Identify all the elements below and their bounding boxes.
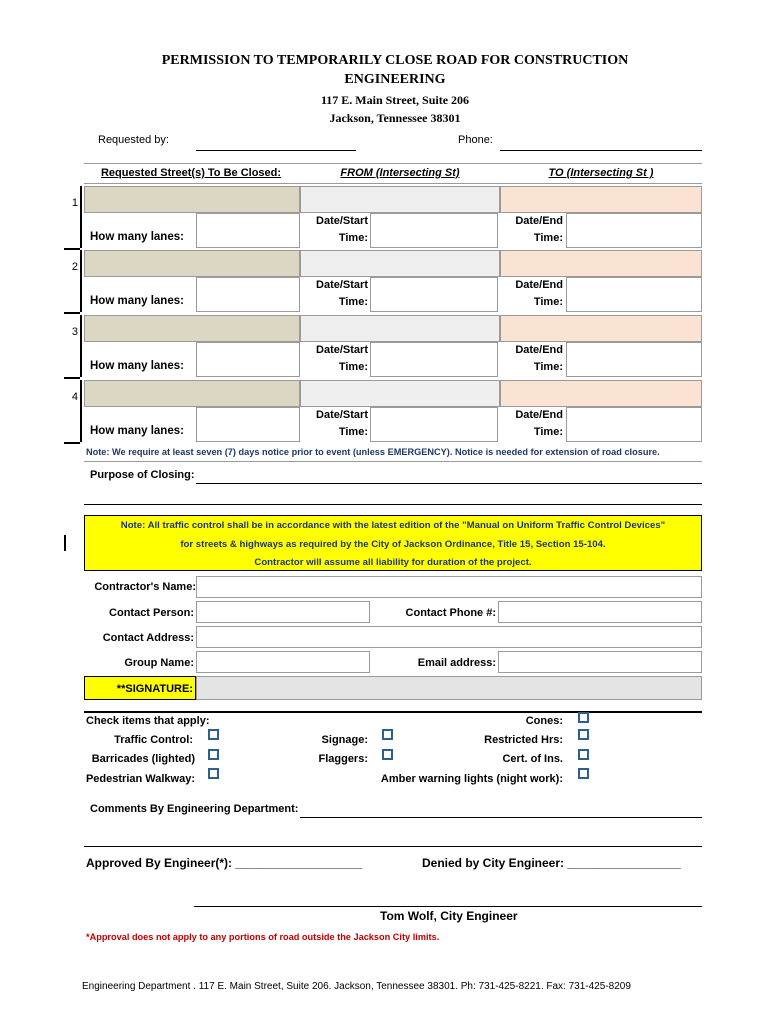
start-datetime-field[interactable]	[370, 407, 498, 442]
to-street-field[interactable]	[500, 315, 702, 342]
address-line1: 117 E. Main Street, Suite 206	[320, 93, 470, 107]
row-number: 3	[71, 326, 78, 338]
footer-text: Engineering Department . 117 E. Main Street, Suite 206. Jackson, Tennessee 38301. Ph: 731-425-8221. Fax: 731-425-8209	[82, 981, 631, 992]
lanes-field[interactable]	[196, 277, 300, 312]
to-street-field[interactable]	[500, 250, 702, 277]
cert-ins-checkbox[interactable]	[578, 749, 589, 760]
purpose-line-1[interactable]	[196, 483, 702, 484]
street-field[interactable]	[84, 250, 300, 277]
from-street-field[interactable]	[300, 186, 500, 213]
lanes-field[interactable]	[196, 213, 300, 248]
row-number: 2	[71, 261, 78, 273]
comments-label: Comments By Engineering Department:	[90, 803, 299, 815]
traffic-control-checkbox[interactable]	[208, 729, 219, 740]
end-time-label: Time:	[533, 232, 563, 244]
end-date-label: Date/End	[515, 344, 563, 356]
row-separator	[64, 312, 80, 314]
barricades-checkbox[interactable]	[208, 749, 219, 760]
traffic-note-line2: for streets & highways as required by the City of Jackson Ordinance, Title 15, Section 15-104.	[180, 539, 606, 550]
lanes-field[interactable]	[196, 407, 300, 442]
start-time-label: Time:	[338, 232, 368, 244]
lanes-field[interactable]	[196, 342, 300, 377]
from-street-field[interactable]	[300, 250, 500, 277]
denied-by-label: Denied by City Engineer: _________________	[422, 856, 681, 870]
email-label: Email address:	[417, 657, 496, 669]
lanes-label: How many lanes:	[90, 231, 184, 243]
purpose-label: Purpose of Closing:	[90, 469, 195, 481]
comments-line-1[interactable]	[300, 817, 702, 818]
traffic-control-label: Traffic Control:	[114, 734, 193, 746]
contact-address-field[interactable]	[196, 626, 702, 648]
row-separator	[64, 377, 80, 379]
start-date-label: Date/Start	[316, 279, 368, 291]
approved-by-label: Approved By Engineer(*): ___________________	[86, 856, 363, 870]
row-side-bar	[80, 380, 82, 442]
to-street-field[interactable]	[500, 186, 702, 213]
requested-by-field[interactable]	[196, 135, 356, 151]
start-time-label: Time:	[338, 426, 368, 438]
end-datetime-field[interactable]	[566, 213, 702, 248]
traffic-note-box	[84, 515, 702, 571]
start-time-label: Time:	[338, 296, 368, 308]
form-title-line1: PERMISSION TO TEMPORARILY CLOSE ROAD FOR CONSTRUCTION	[161, 53, 629, 68]
phone-label: Phone:	[458, 134, 493, 146]
start-date-label: Date/Start	[316, 409, 368, 421]
signature-field[interactable]	[196, 676, 702, 700]
end-time-label: Time:	[533, 426, 563, 438]
lanes-label: How many lanes:	[90, 295, 184, 307]
pedestrian-checkbox[interactable]	[208, 768, 219, 779]
engineer-signature-line[interactable]	[194, 906, 702, 907]
end-datetime-field[interactable]	[566, 342, 702, 377]
cert-ins-label: Cert. of Ins.	[502, 753, 563, 765]
cones-label: Cones:	[525, 715, 563, 727]
row-side-bar	[80, 250, 82, 312]
end-time-label: Time:	[533, 361, 563, 373]
contractor-name-field[interactable]	[196, 576, 702, 598]
signage-label: Signage:	[321, 734, 368, 746]
approval-footnote: *Approval does not apply to any portions of road outside the Jackson City limits.	[86, 932, 440, 942]
from-street-field[interactable]	[300, 315, 500, 342]
street-field[interactable]	[84, 186, 300, 213]
traffic-note-line1: Note: All traffic control shall be in accordance with the latest edition of the "Manual on Uniform Traffic Control Devices"	[120, 520, 666, 531]
end-datetime-field[interactable]	[566, 277, 702, 312]
purpose-line-2[interactable]	[84, 504, 702, 505]
from-street-field[interactable]	[300, 380, 500, 407]
address-line2: Jackson, Tennessee 38301	[329, 111, 461, 125]
comments-line-2[interactable]	[84, 846, 702, 847]
form-title-line2: ENGINEERING	[344, 72, 446, 87]
phone-field[interactable]	[500, 135, 702, 151]
barricades-label: Barricades (lighted)	[91, 753, 195, 765]
start-datetime-field[interactable]	[370, 277, 498, 312]
contact-phone-label: Contact Phone #:	[405, 607, 496, 619]
checklist-heading: Check items that apply:	[86, 715, 210, 727]
header-from: FROM (Intersecting St)	[340, 167, 460, 179]
traffic-note-line3: Contractor will assume all liability for duration of the project.	[254, 557, 532, 568]
row-separator	[64, 442, 80, 444]
contact-person-field[interactable]	[196, 601, 370, 623]
signature-label-box	[84, 676, 196, 700]
end-date-label: Date/End	[515, 409, 563, 421]
amber-lights-checkbox[interactable]	[578, 768, 589, 779]
restricted-hrs-label: Restricted Hrs:	[484, 734, 563, 746]
lanes-label: How many lanes:	[90, 360, 184, 372]
start-datetime-field[interactable]	[370, 342, 498, 377]
to-street-field[interactable]	[500, 380, 702, 407]
group-name-field[interactable]	[196, 651, 370, 673]
signature-label: **SIGNATURE:	[116, 683, 193, 695]
header-street: Requested Street(s) To Be Closed:	[100, 167, 282, 179]
row-side-bar	[80, 315, 82, 377]
email-field[interactable]	[498, 651, 702, 673]
street-field[interactable]	[84, 315, 300, 342]
row-number: 4	[71, 391, 78, 403]
contact-address-label: Contact Address:	[102, 632, 194, 644]
engineer-name: Tom Wolf, City Engineer	[380, 909, 518, 923]
contractor-name-label: Contractor's Name:	[94, 581, 196, 593]
start-datetime-field[interactable]	[370, 213, 498, 248]
end-date-label: Date/End	[515, 215, 563, 227]
restricted-hrs-checkbox[interactable]	[578, 729, 589, 740]
text-cursor	[64, 535, 66, 551]
notice-days: Note: We require at least seven (7) days notice prior to event (unless EMERGENCY). Notice is needed for extension of road closure.	[86, 447, 660, 457]
row-number: 1	[71, 197, 78, 209]
lanes-label: How many lanes:	[90, 425, 184, 437]
pedestrian-label: Pedestrian Walkway:	[85, 773, 195, 785]
start-time-label: Time:	[338, 361, 368, 373]
contact-phone-field[interactable]	[498, 601, 702, 623]
street-field[interactable]	[84, 380, 300, 407]
start-date-label: Date/Start	[316, 215, 368, 227]
flaggers-label: Flaggers:	[318, 753, 368, 765]
start-date-label: Date/Start	[316, 344, 368, 356]
signage-checkbox[interactable]	[382, 729, 393, 740]
group-name-label: Group Name:	[124, 657, 194, 669]
end-datetime-field[interactable]	[566, 407, 702, 442]
end-time-label: Time:	[533, 296, 563, 308]
amber-lights-label: Amber warning lights (night work):	[380, 773, 563, 785]
row-separator	[64, 248, 80, 250]
cones-checkbox[interactable]	[578, 712, 589, 723]
end-date-label: Date/End	[515, 279, 563, 291]
requested-by-label: Requested by:	[98, 134, 169, 146]
contact-person-label: Contact Person:	[109, 607, 194, 619]
flaggers-checkbox[interactable]	[382, 749, 393, 760]
row-side-bar	[80, 186, 82, 248]
header-to: TO (Intersecting St )	[548, 167, 654, 179]
